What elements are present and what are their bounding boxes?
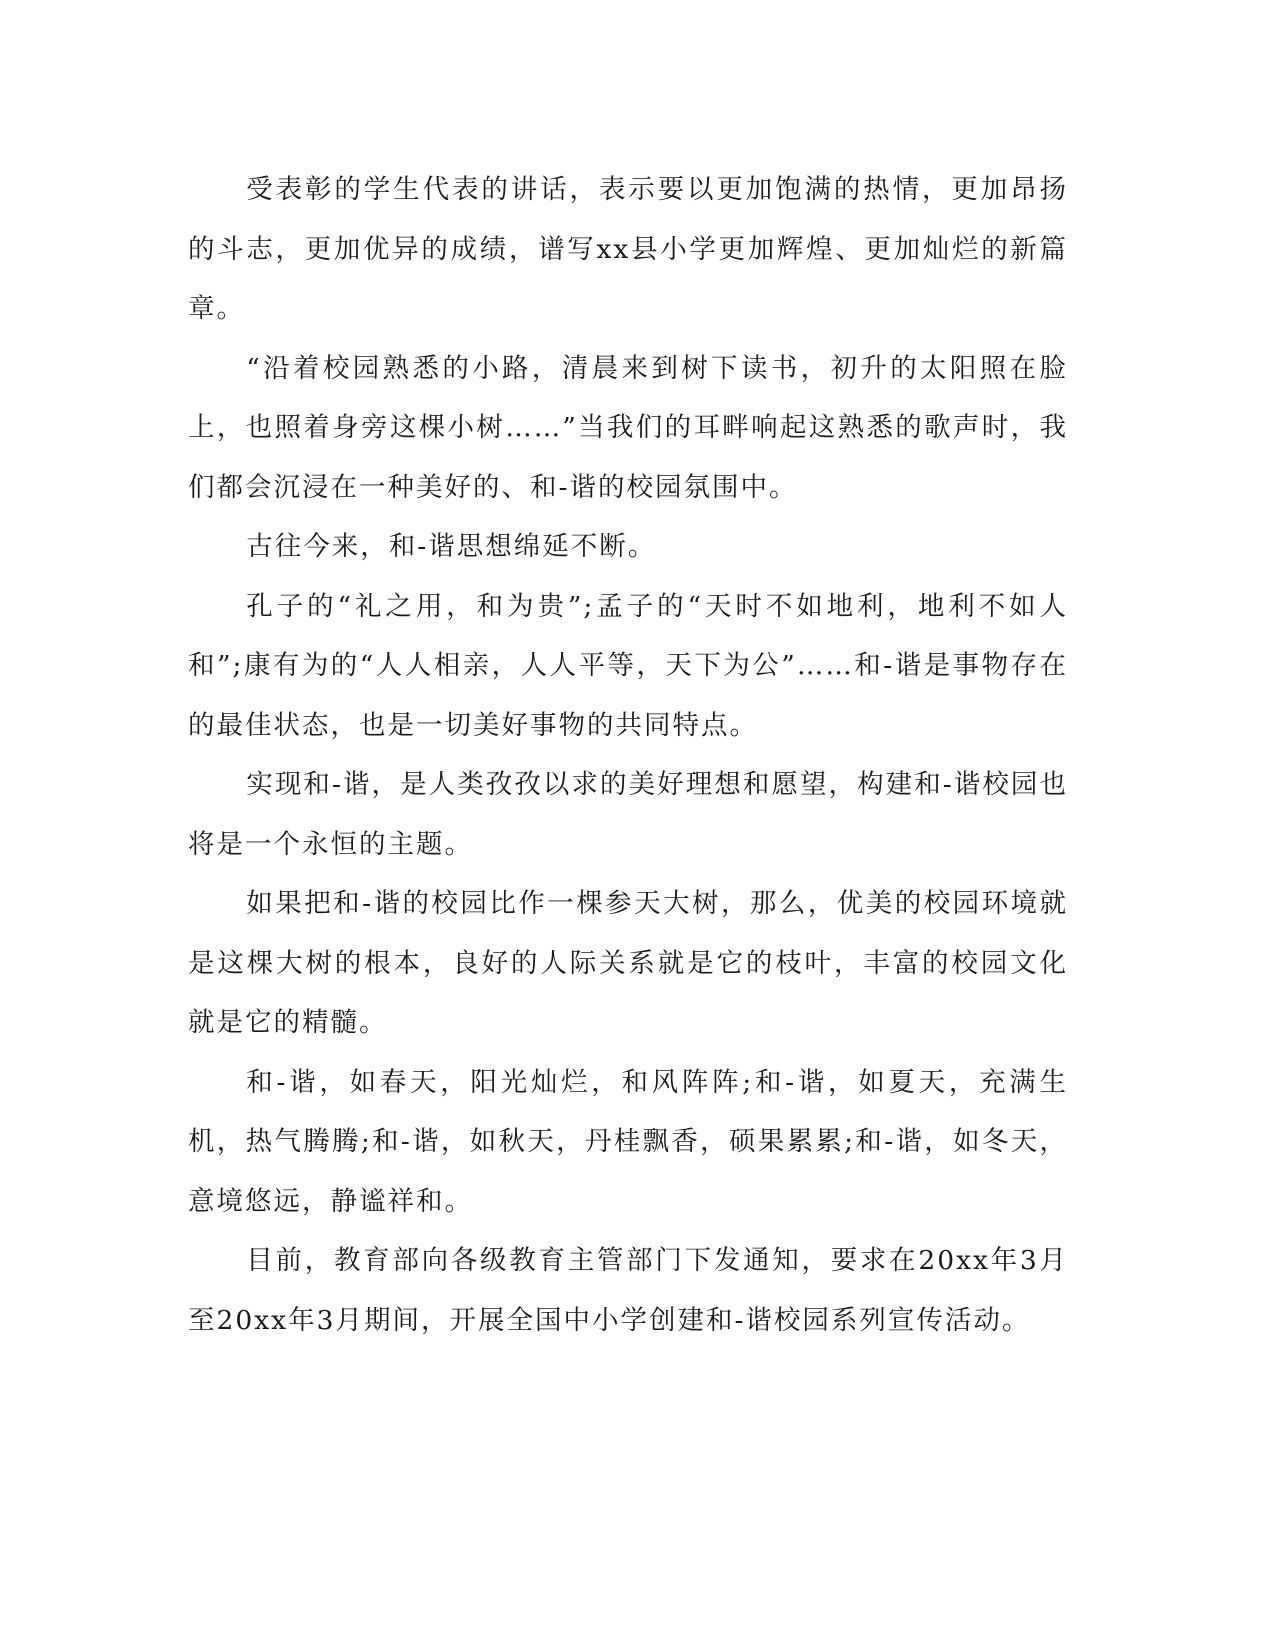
paragraph-1: 受表彰的学生代表的讲话，表示要以更加饱满的热情，更加昂扬的斗志，更加优异的成绩，谱写xx县小学更加辉煌、更加灿烂的新篇章。 xyxy=(188,174,1068,324)
paragraph-5: 实现和-谐，是人类孜孜以求的美好理想和愿望，构建和-谐校园也将是一个永恒的主题。 xyxy=(188,769,1068,860)
paragraph-2: “沿着校园熟悉的小路，清晨来到树下读书，初升的太阳照在脸上，也照着身旁这棵小树……”当我们的耳畔响起这熟悉的歌声时，我们都会沉浸在一种美好的、和-谐的校园氛围中。 xyxy=(188,352,1068,503)
document-body xyxy=(188,160,1068,1350)
paragraph-6: 如果把和-谐的校园比作一棵参天大树，那么，优美的校园环境就是这棵大树的根本，良好的人际关系就是它的枝叶，丰富的校园文化就是它的精髓。 xyxy=(188,888,1068,1038)
paragraph-8: 目前，教育部向各级教育主管部门下发通知，要求在20xx年3月至20xx年3月期间，开展全国中小学创建和-谐校园系列宣传活动。 xyxy=(188,1245,1068,1336)
paragraph-3: 古往今来，和-谐思想绵延不断。 xyxy=(246,531,657,562)
paragraph-7: 和-谐，如春天，阳光灿烂，和风阵阵;和-谐，如夏天，充满生机，热气腾腾;和-谐，如秋天，丹桂飘香，硕果累累;和-谐，如冬天，意境悠远，静谧祥和。 xyxy=(188,1066,1068,1217)
paragraph-4: 孔子的“礼之用，和为贵”;孟子的“天时不如地利，地利不如人和”;康有为的“人人相亲，人人平等，天下为公”……和-谐是事物存在的最佳状态，也是一切美好事物的共同特点。 xyxy=(188,590,1068,741)
